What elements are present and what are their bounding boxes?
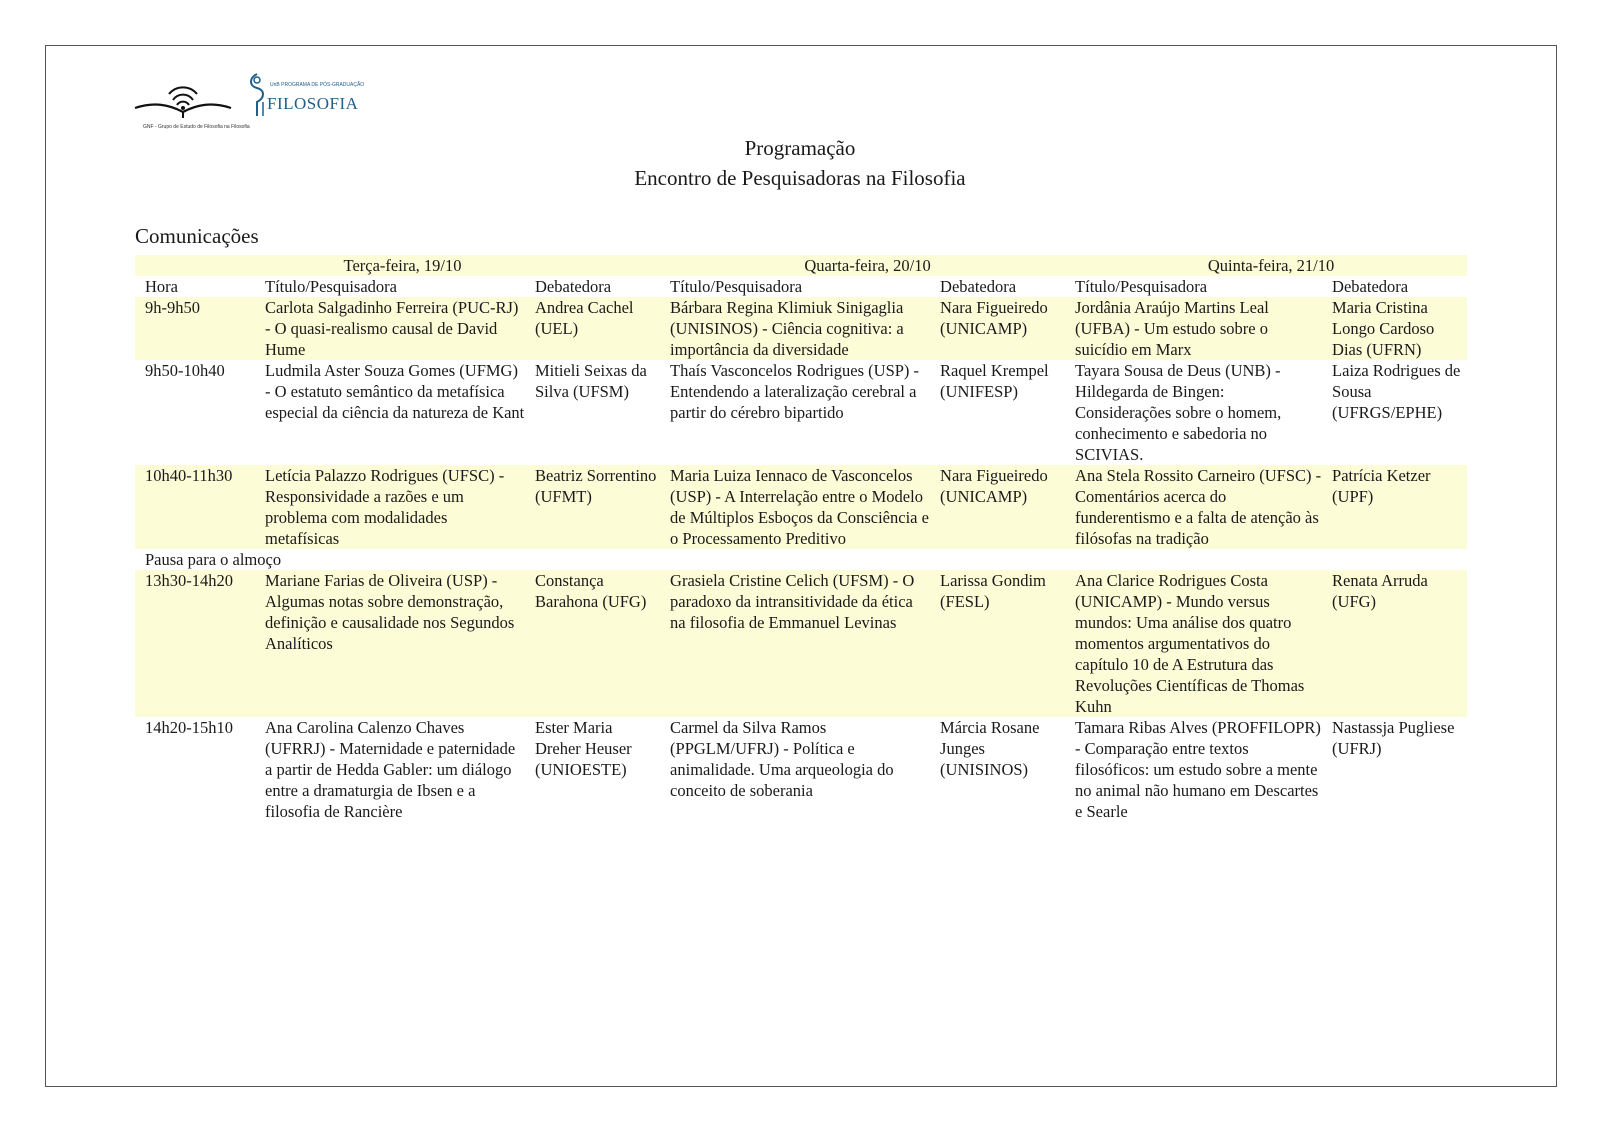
column-header-titulo: Título/Pesquisadora [1075,277,1208,296]
cell-hora: 14h20-15h10 [145,718,233,737]
cell-titulo-terca: Letícia Palazzo Rodrigues (UFSC) - Responsividade a razões e um problema com modalidades metafísicas [255,465,525,549]
schedule-row [135,717,1467,822]
cell-debatedora-quarta: Raquel Krempel (UNIFESP) [940,361,1049,401]
page-title: Programação [744,136,856,160]
filosofia-wordmark: FILOSOFIA [267,94,359,113]
cell-hora: 9h50-10h40 [145,361,225,380]
column-header-hora: Hora [145,277,178,296]
cell-titulo-quarta: Grasiela Cristine Celich (UFSM) - O paradoxo da intransitividade da ética na filosofia de Emmanuel Levinas [660,570,930,717]
cell-debatedora-quarta: Nara Figueiredo (UNICAMP) [930,465,1065,549]
cell-titulo-quinta: Ana Clarice Rodrigues Costa (UNICAMP) - Mundo versus mundos: Uma análise dos quatro momentos argumentativos do capítulo 10 de A Estrutura das Revoluções Científicas de Thomas Kuhn [1065,570,1322,717]
day-header-tuesday: Terça-feira, 19/10 [135,255,660,276]
gnf-logo-caption: GNF - Grupo de Estudo de Filosofia na Filosofia [143,124,250,130]
day-header-row [135,255,1467,276]
page-subtitle: Encontro de Pesquisadoras na Filosofia [634,166,966,190]
cell-titulo-terca: Mariane Farias de Oliveira (USP) - Algumas notas sobre demonstração, definição e causalidade nos Segundos Analíticos [255,570,525,717]
cell-titulo-quinta: Tamara Ribas Alves (PROFFILOPR) - Comparação entre textos filosóficos: um estudo sobre a mente no animal não humano em Descartes e Searle [1075,718,1321,821]
cell-titulo-quinta: Jordânia Araújo Martins Leal (UFBA) - Um estudo sobre o suicídio em Marx [1065,297,1322,360]
cell-hora: 9h-9h50 [135,297,255,360]
column-header-titulo: Título/Pesquisadora [265,277,397,296]
schedule-row [135,465,1467,549]
cell-titulo-terca: Ana Carolina Calenzo Chaves (UFRRJ) - Maternidade e paternidade a partir de Hedda Gabler: um diálogo entre a dramaturgia de Ibsen e a filosofia de Rancière [265,718,516,821]
schedule-table [135,255,1467,822]
lunch-break-label: Pausa para o almoço [145,550,282,569]
cell-debatedora-quarta: Larissa Gondim (FESL) [930,570,1065,717]
day-header-wednesday: Quarta-feira, 20/10 [660,255,1065,276]
lunch-break-row [135,549,1467,570]
cell-titulo-quinta: Ana Stela Rossito Carneiro (UFSC) - Comentários acerca do funderentismo e a falta de atenção às filósofas na tradição [1065,465,1322,549]
column-header-titulo: Título/Pesquisadora [670,277,803,296]
cell-debatedora-quinta: Nastassja Pugliese (UFRJ) [1332,718,1455,758]
cell-titulo-quarta: Maria Luiza Iennaco de Vasconcelos (USP) - A Interrelação entre o Modelo de Múltiplos Esboços da Consciência e o Processamento Preditivo [660,465,930,549]
cell-debatedora-quarta: Nara Figueiredo (UNICAMP) [930,297,1065,360]
day-header-thursday: Quinta-feira, 21/10 [1065,255,1467,276]
cell-debatedora-terca: Mitieli Seixas da Silva (UFSM) [535,361,647,401]
cell-debatedora-quarta: Márcia Rosane Junges (UNISINOS) [940,718,1040,779]
cell-titulo-terca: Ludmila Aster Souza Gomes (UFMG) - O estatuto semântico da metafísica especial da ciência da natureza de Kant [265,361,525,422]
philosophy-symbol-icon [245,72,269,118]
cell-titulo-quarta: Bárbara Regina Klimiuk Sinigaglia (UNISINOS) - Ciência cognitiva: a importância da diversidade [660,297,930,360]
cell-hora: 10h40-11h30 [135,465,255,549]
schedule-row [135,360,1467,465]
cell-titulo-terca: Carlota Salgadinho Ferreira (PUC-RJ) - O quasi-realismo causal de David Hume [255,297,525,360]
ppg-filosofia-logo [245,72,365,122]
cell-debatedora-terca: Ester Maria Dreher Heuser (UNIOESTE) [535,718,632,779]
cell-debatedora-terca: Beatriz Sorrentino (UFMT) [525,465,660,549]
column-header-debatedora: Debatedora [1332,277,1409,296]
column-header-debatedora: Debatedora [940,277,1017,296]
section-title: Comunicações [135,224,259,248]
program-small-text: UnB PROGRAMA DE PÓS-GRADUAÇÃO [270,82,365,88]
cell-debatedora-terca: Constança Barahona (UFG) [525,570,660,717]
cell-debatedora-quinta: Maria Cristina Longo Cardoso Dias (UFRN) [1322,297,1467,360]
cell-titulo-quarta: Carmel da Silva Ramos (PPGLM/UFRJ) - Política e animalidade. Uma arqueologia do conceito de soberania [670,718,894,800]
cell-debatedora-quinta: Renata Arruda (UFG) [1322,570,1467,717]
cell-titulo-quinta: Tayara Sousa de Deus (UNB) - Hildegarda de Bingen: Considerações sobre o homem, conhecimento e sabedoria no SCIVIAS. [1075,361,1282,464]
cell-debatedora-terca: Andrea Cachel (UEL) [525,297,660,360]
column-header-debatedora: Debatedora [535,277,612,296]
cell-titulo-quarta: Thaís Vasconcelos Rodrigues (USP) - Entendendo a lateralização cerebral a partir do cérebro bipartido [670,361,920,422]
cell-hora: 13h30-14h20 [135,570,255,717]
schedule-row [135,570,1467,717]
schedule-row [135,297,1467,360]
column-header-row [135,276,1467,297]
cell-debatedora-quinta: Patrícia Ketzer (UPF) [1322,465,1467,549]
cell-debatedora-quinta: Laiza Rodrigues de Sousa (UFRGS/EPHE) [1332,361,1461,422]
